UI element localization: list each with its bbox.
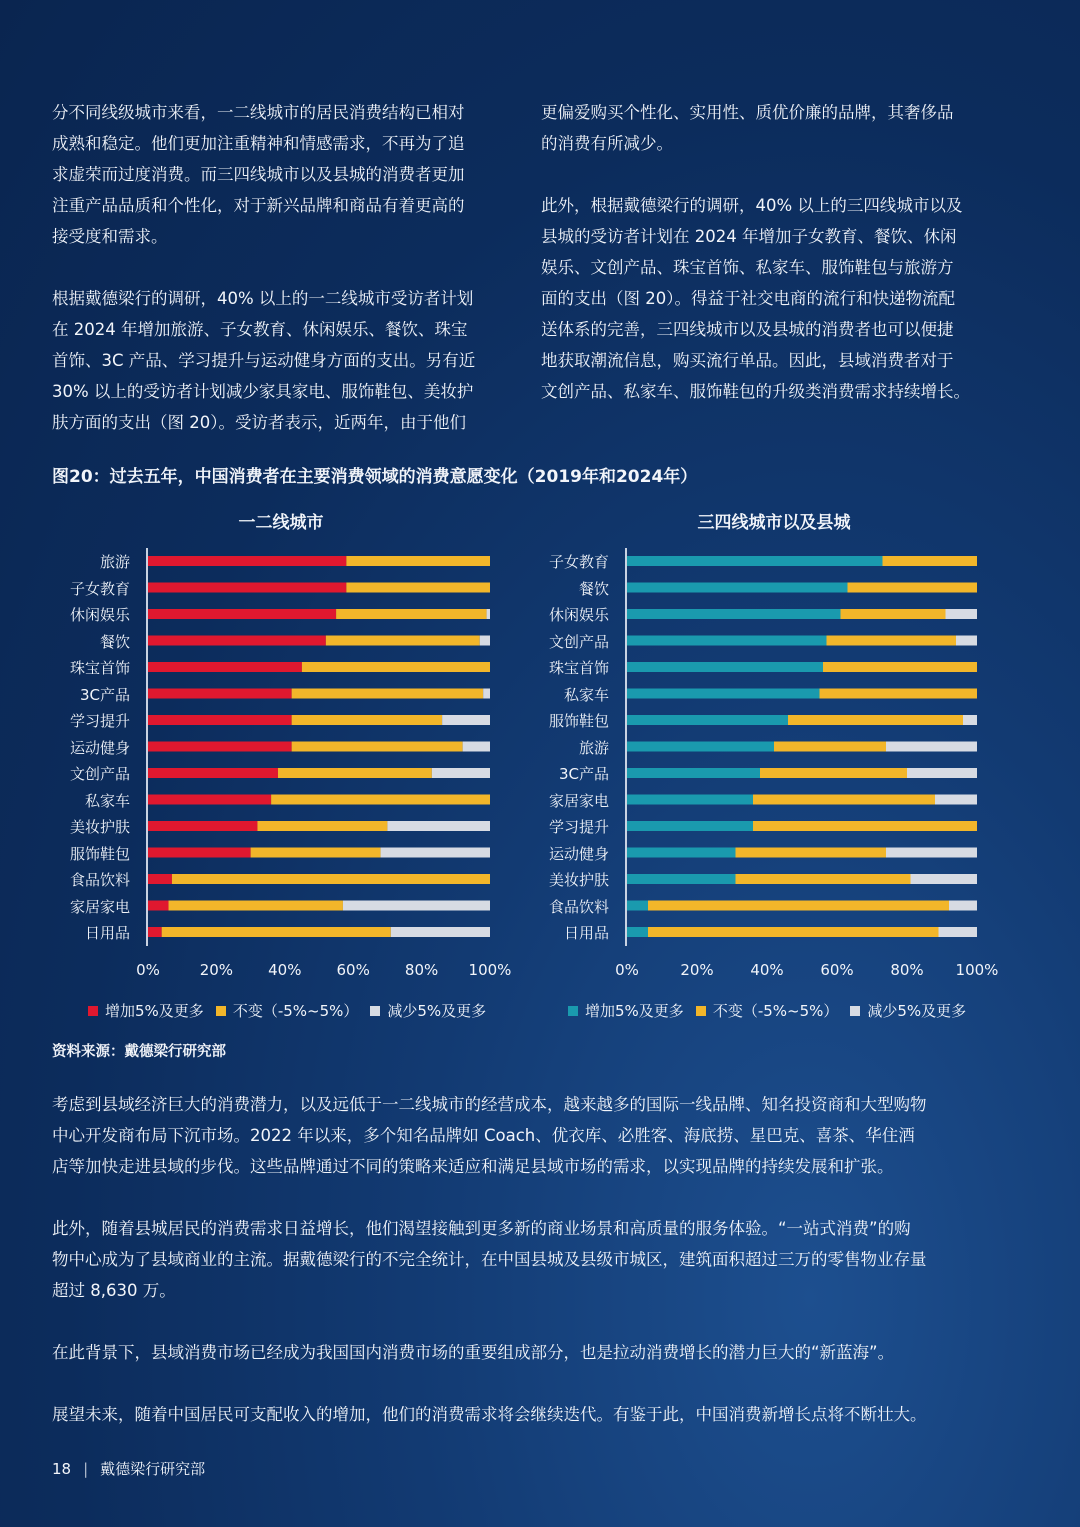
legend-swatch [88,1006,98,1016]
text-line: 分不同线级城市来看，一二线城市的居民消费结构已相对 [52,103,465,122]
text-line: 接受度和需求。 [52,227,168,246]
bar-segment [148,927,162,937]
bar-segment [169,901,343,911]
category-label: 珠宝首饰 [69,659,130,677]
text-line: 面的支出（图 20）。得益于社交电商的流行和快递物流配 [541,289,955,308]
legend-label: 不变（-5%~5%） [232,1002,359,1020]
x-tick-label: 60% [820,961,854,979]
bar-segment [627,583,848,593]
category-label: 休闲娱乐 [548,606,609,624]
bar-segment [148,742,292,752]
text-line: 求虚荣而过度消费。而三四线城市以及县城的消费者更加 [52,165,465,184]
bar-segment [292,689,484,699]
bar-segment [391,927,490,937]
bar-segment [302,662,490,672]
bar-segment [627,662,823,672]
bar-segment [343,901,490,911]
bar-segment [736,874,911,884]
bar-segment [148,556,346,566]
bar-segment [753,821,977,831]
figure-title: 图20：过去五年，中国消费者在主要消费领域的消费意愿变化（2019年和2024年） [52,467,698,487]
bar-segment [886,848,977,858]
category-label: 餐饮 [578,579,609,598]
bar-segment [432,768,490,778]
bars-svg [148,556,490,937]
bar-segment [883,556,978,566]
text-line: 物中心成为了县域商业的主流。据戴德梁行的不完全统计，在中国县城及县级市城区，建筑面积超过三万的零售物业存量 [52,1250,927,1269]
text-line: 根据戴德梁行的调研，40% 以上的一二线城市受访者计划 [52,289,474,308]
text-line: 30% 以上的受访者计划减少家具家电、服饰鞋包、美妆护 [52,382,474,401]
category-label: 美妆护肤 [548,871,609,889]
bar-segment [483,689,490,699]
legend-swatch [696,1006,706,1016]
legend [568,1000,978,1021]
legend-swatch [216,1006,226,1016]
category-label: 服饰鞋包 [548,712,609,730]
bar-segment [627,715,788,725]
bar-segment [278,768,432,778]
category-label: 运动健身 [69,738,130,757]
bar-segment [848,583,978,593]
category-label: 文创产品 [69,765,130,783]
bar-segment [627,556,883,566]
bar-segment [387,821,490,831]
category-label: 服饰鞋包 [69,844,130,863]
bar-segment [148,901,169,911]
x-tick-label: 20% [680,961,714,979]
category-label: 子女教育 [548,553,609,571]
text-line: 注重产品品质和个性化，对于新兴品牌和商品有着更高的 [52,196,465,215]
bar-segment [648,927,939,937]
x-tick-label: 40% [750,961,784,979]
bar-segment [442,715,490,725]
bar-segment [907,768,977,778]
text-line: 中心开发商布局下沉市场。2022 年以来，多个知名品牌如 Coach、优衣库、必胜客、海底捞、星巴克、喜茶、华住酒 [52,1126,915,1145]
category-label: 3C产品 [79,685,130,704]
bar-segment [251,848,381,858]
text-line: 文创产品、私家车、服饰鞋包的升级类消费需求持续增长。 [541,382,970,401]
bar-segment [946,609,978,619]
bar-segment [627,927,648,937]
text-line: 首饰、3C 产品、学习提升与运动健身方面的支出。另有近 [52,351,476,370]
category-label: 子女教育 [69,579,130,598]
bar-segment [886,742,977,752]
text-line: 县城的受访者计划在 2024 年增加子女教育、餐饮、休闲 [541,227,957,246]
bar-segment [963,715,977,725]
bar-segment [148,874,172,884]
bar-segment [292,715,442,725]
bar-segment [935,795,977,805]
bars-svg [627,556,977,937]
page-number: 18 [52,1460,72,1478]
bar-segment [949,901,977,911]
footer-org: 戴德梁行研究部 [100,1460,206,1478]
bar-segment [148,715,292,725]
bar-segment [463,742,490,752]
category-label: 食品饮料 [548,897,609,916]
bar-segment [257,821,387,831]
bar-segment [823,662,977,672]
bar-segment [774,742,886,752]
category-label: 学习提升 [69,712,130,730]
text-line: 肤方面的支出（图 20）。受访者表示，近两年，由于他们 [52,413,466,432]
x-tick-label: 0% [136,961,160,979]
category-label: 食品饮料 [69,871,130,889]
text-line: 在此背景下，县域消费市场已经成为我国国内消费市场的重要组成部分，也是拉动消费增长的潜力巨大的“新蓝海”。 [52,1343,895,1362]
x-tick-label: 100% [955,961,999,979]
bar-segment [148,848,251,858]
bar-segment [736,848,887,858]
category-label: 3C产品 [558,765,609,783]
bar-segment [841,609,946,619]
bar-segment [627,689,820,699]
bar-segment [172,874,490,884]
legend-swatch [850,1006,860,1016]
category-label: 私家车 [84,791,130,810]
bar-segment [480,636,490,646]
bar-segment [148,768,278,778]
legend-item [216,1000,359,1021]
category-label: 旅游 [578,738,609,757]
bar-segment [487,609,490,619]
text-line: 送体系的完善，三四线城市以及县城的消费者也可以便捷 [541,320,954,339]
bar-segment [753,795,935,805]
category-label: 旅游 [99,553,130,571]
legend-swatch [568,1006,578,1016]
bar-segment [381,848,490,858]
text-line: 展望未来，随着中国居民可支配收入的增加，他们的消费需求将会继续迭代。有鉴于此，中国消费新增长点将不断壮大。 [52,1405,927,1424]
bar-segment [326,636,480,646]
category-label: 家居家电 [69,897,130,916]
category-label: 日用品 [563,924,609,942]
legend-item [696,1000,839,1021]
category-label: 家居家电 [548,791,609,810]
bar-segment [911,874,978,884]
bar-segment [346,556,490,566]
bar-segment [148,821,257,831]
bar-segment [292,742,463,752]
category-label: 日用品 [84,924,130,942]
x-tick-label: 80% [404,961,439,979]
legend-label: 增加5%及更多 [585,1002,684,1020]
x-tick-label: 80% [890,961,924,979]
bar-segment [627,768,760,778]
x-tick-label: 20% [199,961,234,979]
category-label: 美妆护肤 [69,818,130,836]
bar-segment [760,768,907,778]
text-line: 店等加快走进县域的步伐。这些品牌通过不同的策略来适应和满足县域市场的需求，以实现品牌的持续发展和扩张。 [52,1157,894,1176]
chart-title-right: 三四线城市以及县城 [697,513,851,533]
text-line: 的消费有所减少。 [541,134,673,153]
legend-item [568,1000,684,1021]
bar-segment [148,689,292,699]
text-line: 此外，随着县城居民的消费需求日益增长，他们渴望接触到更多新的商业场景和高质量的服务体验。“一站式消费”的购 [52,1219,911,1238]
text-line: 此外，根据戴德梁行的调研，40% 以上的三四线城市以及 [541,196,963,215]
legend-item [850,1000,966,1021]
text-line: 更偏爱购买个性化、实用性、质优价廉的品牌，其奢侈品 [541,103,954,122]
legend [88,1000,498,1021]
bar-segment [336,609,486,619]
category-label: 休闲娱乐 [69,606,130,624]
category-label: 餐饮 [99,632,130,651]
bar-segment [148,662,302,672]
text-line: 成熟和稳定。他们更加注重精神和情感需求，不再为了追 [52,134,465,153]
bar-segment [627,795,753,805]
bar-segment [148,636,326,646]
bar-segment [627,901,648,911]
x-tick-label: 40% [268,961,302,979]
legend-swatch [370,1006,380,1016]
legend-label: 减少5%及更多 [867,1002,967,1020]
bar-segment [627,821,753,831]
bar-segment [627,742,774,752]
right-column-text [541,97,970,407]
text-line [52,252,475,283]
bar-segment [148,795,271,805]
category-label: 私家车 [563,685,609,704]
bar-segment [148,583,346,593]
text-line: 超过 8,630 万。 [52,1281,176,1300]
left-column-text [52,97,475,438]
text-line [52,1368,927,1399]
bar-segment [271,795,490,805]
bar-segment [820,689,978,699]
text-line [541,159,970,190]
legend-item [370,1000,486,1021]
bar-segment [788,715,963,725]
text-line [52,1182,927,1213]
bar-segment [827,636,957,646]
text-line: 地获取潮流信息，购买流行单品。因此，县域消费者对于 [541,351,954,370]
bar-segment [346,583,490,593]
legend-label: 增加5%及更多 [105,1002,204,1020]
bar-segment [627,609,841,619]
legend-label: 不变（-5%~5%） [712,1002,839,1020]
text-line: 在 2024 年增加旅游、子女教育、休闲娱乐、餐饮、珠宝 [52,320,468,339]
x-tick-label: 100% [468,961,512,979]
x-tick-label: 60% [336,961,370,979]
body-text [52,1089,927,1430]
footer-divider: | [83,1460,89,1478]
bar-segment [627,848,736,858]
chart-title-left: 一二线城市 [238,513,324,533]
legend-label: 减少5%及更多 [387,1002,487,1020]
legend-item [88,1000,204,1021]
bar-segment [939,927,978,937]
category-label: 文创产品 [548,632,609,651]
text-line: 娱乐、文创产品、珠宝首饰、私家车、服饰鞋包与旅游方 [541,258,954,277]
footer [52,1458,205,1479]
category-label: 珠宝首饰 [548,659,609,677]
bar-segment [148,609,336,619]
text-line: 考虑到县域经济巨大的消费潜力，以及远低于一二线城市的经营成本，越来越多的国际一线品牌、知名投资商和大型购物 [52,1095,927,1114]
category-label: 运动健身 [548,844,609,863]
bar-segment [627,636,827,646]
text-line [52,1306,927,1337]
x-tick-label: 0% [615,961,639,979]
source-note: 资料来源：戴德梁行研究部 [52,1044,226,1060]
bar-segment [162,927,391,937]
bar-segment [648,901,949,911]
bar-segment [956,636,977,646]
bar-segment [627,874,736,884]
category-label: 学习提升 [548,818,609,836]
